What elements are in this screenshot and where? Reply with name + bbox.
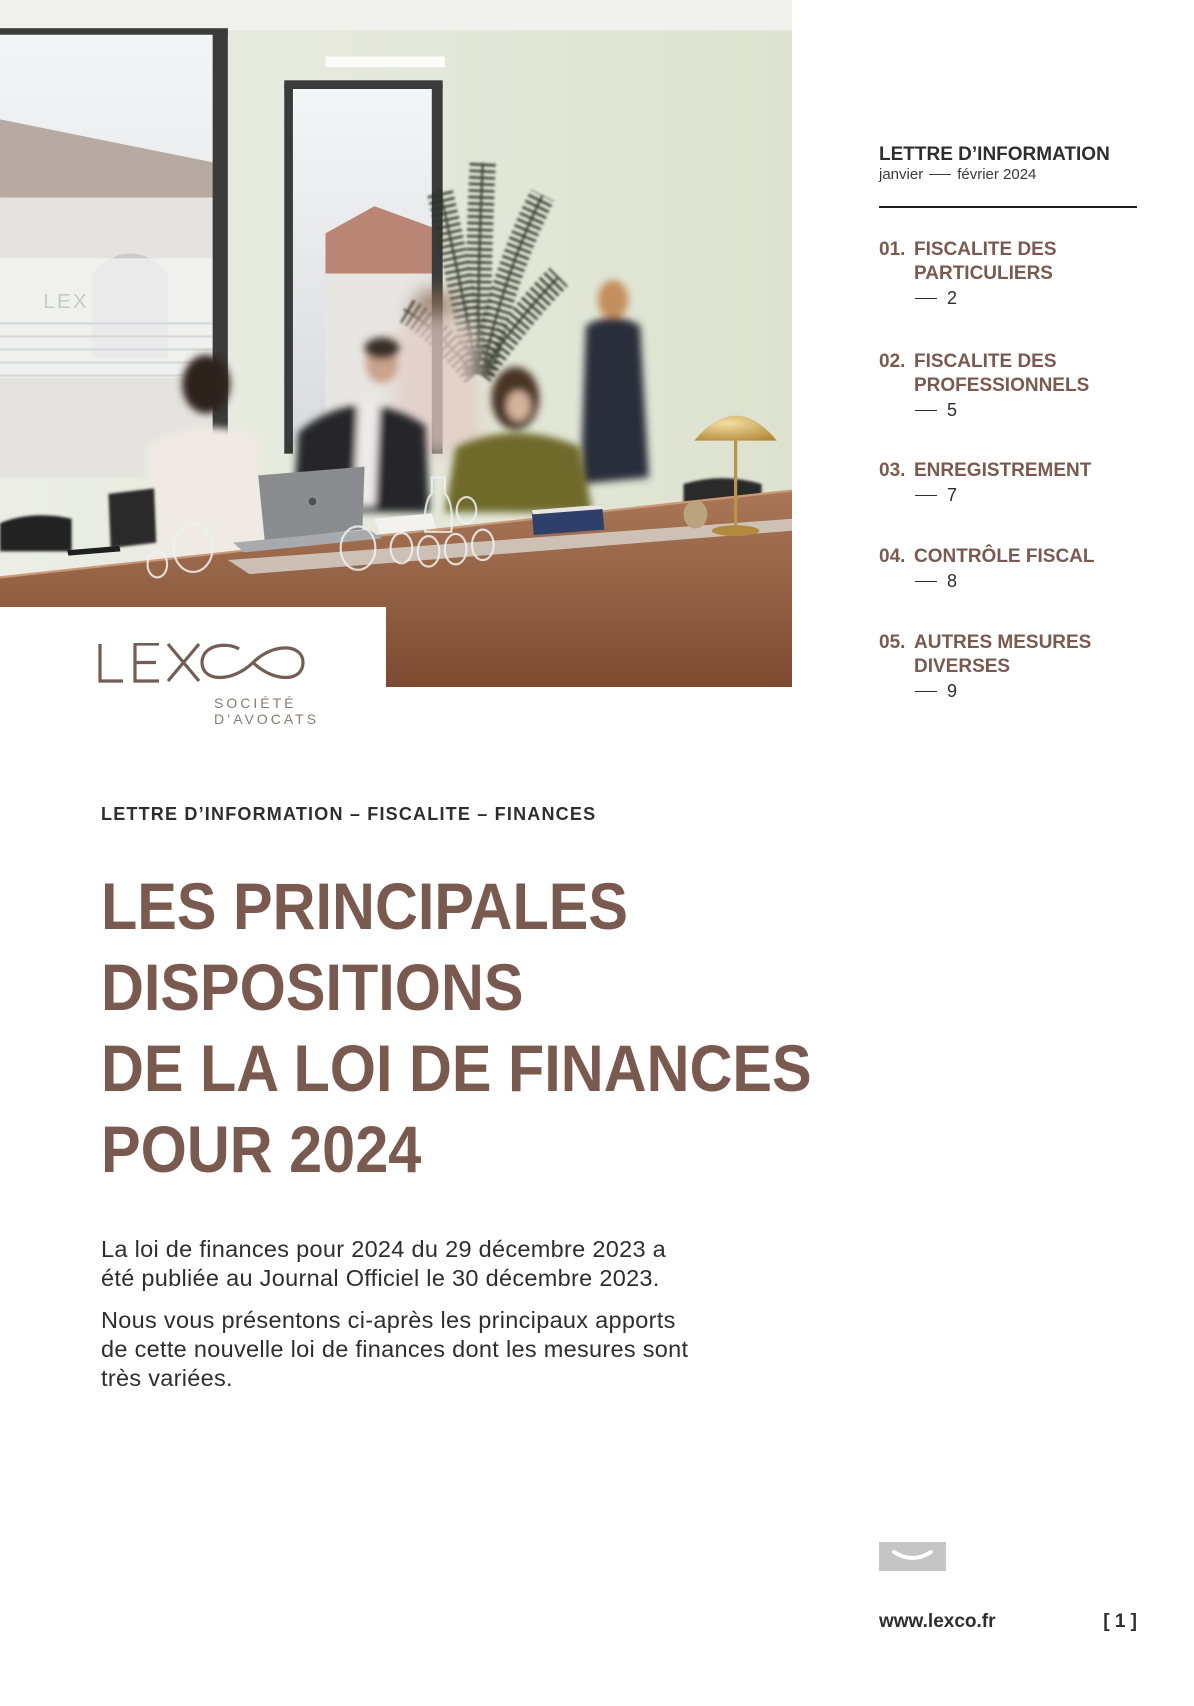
toc-item-enregistrement[interactable] [879, 459, 1137, 507]
toc-number: 05. [879, 632, 906, 653]
intro-text [101, 1235, 688, 1405]
toc-page [915, 483, 1137, 507]
left-window [0, 28, 228, 486]
newsletter-header [879, 145, 1137, 184]
toc-page [915, 286, 1137, 310]
toc-label: CONTRÔLE FISCAL [914, 546, 1095, 567]
toc-label: FISCALITE DES PROFESSIONNELS [914, 351, 1090, 396]
logo-tagline [214, 695, 319, 727]
cover-photo-illustration [0, 0, 792, 687]
title-line: DISPOSITIONS [101, 950, 524, 1024]
toc-dash [915, 691, 937, 693]
toc-label: AUTRES MESURES DIVERSES [914, 632, 1092, 677]
toc-dash [915, 298, 937, 300]
intro-line: très variées. [101, 1365, 233, 1392]
chevron-down-icon [879, 1542, 946, 1571]
period-separator [929, 174, 951, 175]
cover-photo [0, 0, 792, 687]
toc-dash [915, 581, 937, 583]
title-line: LES PRINCIPALES [101, 869, 628, 943]
page-number: [ 1 ] [1103, 1611, 1137, 1632]
toc-item-fiscalite-particuliers[interactable] [879, 238, 1137, 310]
toc-number: 03. [879, 460, 906, 481]
next-page-button[interactable] [879, 1542, 946, 1571]
toc-item-controle-fiscal[interactable] [879, 545, 1137, 593]
toc-page [915, 398, 1137, 422]
newsletter-label: LETTRE D’INFORMATION [879, 144, 1110, 165]
toc-page-number: 5 [947, 400, 958, 420]
toc-number: 04. [879, 546, 906, 567]
toc-page-number: 9 [947, 681, 958, 701]
header-divider [879, 206, 1137, 208]
intro-line: Nous vous présentons ci-après les principaux apports [101, 1306, 676, 1333]
title-line: DE LA LOI DE FINANCES [101, 1031, 812, 1105]
toc-page [915, 569, 1137, 593]
toc-item-autres-mesures[interactable] [879, 631, 1137, 703]
toc-page-number: 8 [947, 571, 958, 591]
period-start: janvier [879, 166, 924, 183]
intro-line: de cette nouvelle loi de finances dont les mesures sont [101, 1335, 689, 1362]
intro-line: La loi de finances pour 2024 du 29 décembre 2023 a [101, 1236, 667, 1262]
newsletter-period [879, 166, 1137, 184]
toc-number: 01. [879, 239, 906, 260]
website-link[interactable]: www.lexco.fr [879, 1611, 996, 1632]
page-title [101, 866, 812, 1190]
toc-dash [915, 495, 937, 497]
window-lettering: LEX [43, 290, 89, 314]
intro-paragraph [101, 1306, 688, 1394]
intro-line: été publiée au Journal Officiel le 30 décembre 2023. [101, 1265, 660, 1292]
period-end: février 2024 [957, 166, 1037, 183]
toc-label: FISCALITE DES PARTICULIERS [914, 239, 1057, 284]
toc-page-number: 7 [947, 485, 958, 505]
section-kicker: LETTRE D’INFORMATION – FISCALITE – FINANCES [101, 804, 597, 824]
toc-number: 02. [879, 351, 906, 372]
toc-page [915, 679, 1137, 703]
toc-dash [915, 410, 937, 412]
logo-tagline-line2: D’AVOCATS [214, 711, 320, 727]
logo-tagline-line1: SOCIÉTÉ [214, 695, 297, 711]
toc-item-fiscalite-professionnels[interactable] [879, 350, 1137, 422]
title-line: POUR 2024 [101, 1112, 422, 1186]
lexco-logo [98, 643, 308, 683]
intro-paragraph [101, 1235, 688, 1294]
toc-page-number: 2 [947, 288, 958, 308]
toc-label: ENREGISTREMENT [914, 460, 1092, 481]
